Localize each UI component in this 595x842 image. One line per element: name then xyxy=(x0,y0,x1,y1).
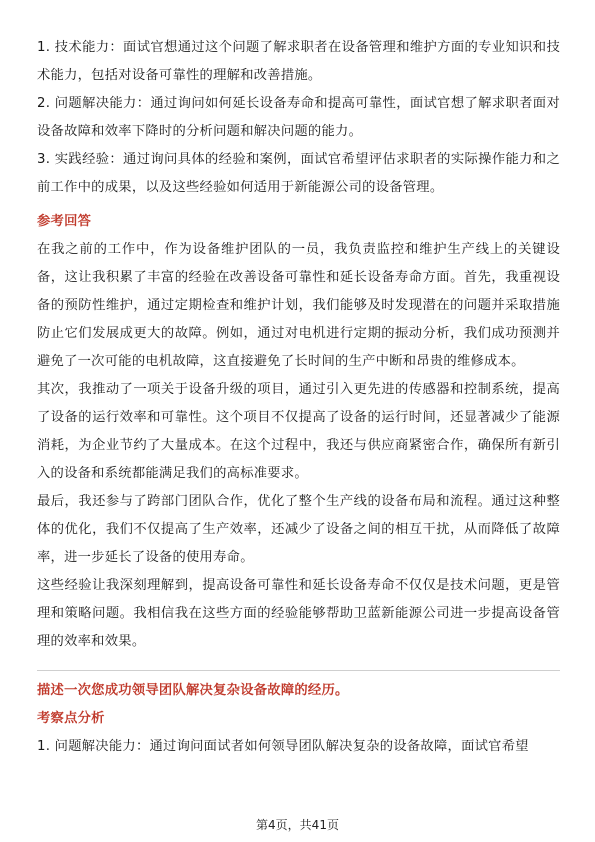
question-title: 描述一次您成功领导团队解决复杂设备故障的经历。 xyxy=(37,683,349,698)
analysis-point: 1. 技术能力：面试官想通过这个问题了解求职者在设备管理和维护方面的专业知识和技术能力，包括对设备可靠性的理解和改善措施。 xyxy=(37,40,560,83)
analysis-heading: 考察点分析 xyxy=(37,711,105,726)
answer-paragraph: 在我之前的工作中，作为设备维护团队的一员，我负责监控和维护生产线上的关键设备，这让我积累了丰富的经验在改善设备可靠性和延长设备寿命方面。首先，我重视设备的预防性维护，通过定期检查和维护计划，我们能够及时发现潜在的问题并采取措施防止它们发展成更大的故障。例如，通过对电机进行定期的振动分析，我们成功预测并避免了一次可能的电机故障，这直接避免了长时间的生产中断和昂贵的维修成本。 xyxy=(37,242,560,369)
answer-paragraph: 其次，我推动了一项关于设备升级的项目，通过引入更先进的传感器和控制系统，提高了设备的运行效率和可靠性。这个项目不仅提高了设备的运行时间，还显著减少了能源消耗，为企业节约了大量成本。在这个过程中，我还与供应商紧密合作，确保所有新引入的设备和系统都能满足我们的高标准要求。 xyxy=(37,382,560,481)
section-divider xyxy=(37,670,560,671)
answer-heading: 参考回答 xyxy=(37,214,92,229)
analysis-point: 2. 问题解决能力：通过询问如何延长设备寿命和提高可靠性，面试官想了解求职者面对设备故障和效率下降时的分析问题和解决问题的能力。 xyxy=(37,96,560,139)
analysis-point: 3. 实践经验：通过询问具体的经验和案例，面试官希望评估求职者的实际操作能力和之前工作中的成果，以及这些经验如何适用于新能源公司的设备管理。 xyxy=(37,152,560,195)
page-content xyxy=(37,34,560,761)
answer-paragraph: 最后，我还参与了跨部门团队合作，优化了整个生产线的设备布局和流程。通过这种整体的优化，我们不仅提高了生产效率，还减少了设备之间的相互干扰，从而降低了故障率，进一步延长了设备的使用寿命。 xyxy=(37,494,560,565)
answer-paragraph: 这些经验让我深刻理解到，提高设备可靠性和延长设备寿命不仅仅是技术问题，更是管理和策略问题。我相信我在这些方面的经验能够帮助卫蓝新能源公司进一步提高设备管理的效率和效果。 xyxy=(37,578,560,649)
page-footer: 第4页，共41页 xyxy=(256,818,339,832)
analysis-point: 1. 问题解决能力：通过询问面试者如何领导团队解决复杂的设备故障，面试官希望 xyxy=(37,739,529,754)
